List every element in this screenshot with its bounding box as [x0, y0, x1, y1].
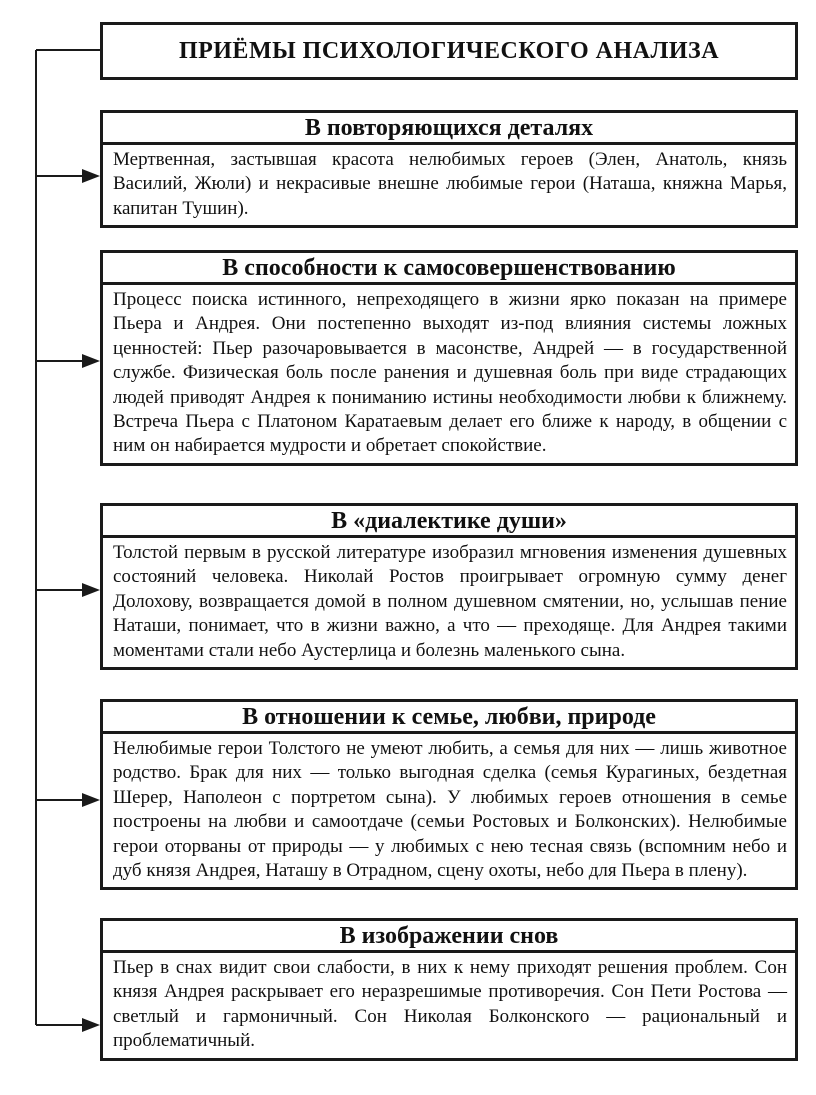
arrow-1	[36, 169, 100, 183]
section-text: Нелюбимые герои Толстого не умеют любить, а семья для них — лишь животное родство. Брак для них — только выгодная сделка (семья Курагиных, бездетная Шерер, Наполеон с портретом сына). У любимых героев отношения в семье построены на любви и самоотдаче (семьи Ростовых и Болконских). Нелюбимые герои оторваны от природы — у любимых с нею тесная связь (вспомним небо и дуб князя Андрея, Наташу в Отрадном, сцену охоты, небо для Пьера в плену).	[100, 731, 798, 890]
section-heading: В «диалектике души»	[100, 503, 798, 535]
section-text: Мертвенная, застывшая красота нелюбимых героев (Элен, Анатоль, князь Василий, Жюли) и некрасивые внешне любимые герои (Наташа, княжна Марья, капитан Тушин).	[100, 142, 798, 228]
section-heading: В повторяющихся деталях	[100, 110, 798, 142]
arrow-2	[36, 354, 100, 368]
section-self-improvement	[100, 250, 798, 466]
section-text: Пьер в снах видит свои слабости, в них к нему приходят решения проблем. Сон князя Андрея раскрывает его неразрешимые противоречия. Сон Пети Ростова — светлый и гармоничный. Сон Николая Болконского — рациональный и проблематичный.	[100, 950, 798, 1061]
arrow-4	[36, 793, 100, 807]
section-family-love-nature	[100, 699, 798, 890]
arrow-5	[36, 1018, 100, 1032]
section-heading: В отношении к семье, любви, природе	[100, 699, 798, 731]
title-box	[100, 22, 798, 80]
page-title: ПРИЁМЫ ПСИХОЛОГИЧЕСКОГО АНАЛИЗА	[178, 37, 720, 64]
section-heading: В способности к самосовершенствованию	[100, 250, 798, 282]
arrow-3	[36, 583, 100, 597]
section-dreams	[100, 918, 798, 1061]
section-text: Толстой первым в русской литературе изобразил мгновения изменения душевных состояний человека. Николай Ростов проигрывает огромную сумму денег Долохову, возвращается домой в полном душевном смятении, но, услышав пение Наташи, понимает, что в жизни важно, а что — преходяще. Для Андрея такими моментами стали небо Аустерлица и болезнь маленького сына.	[100, 535, 798, 670]
section-dialectics-of-soul	[100, 503, 798, 670]
section-repeating-details	[100, 110, 798, 228]
section-heading: В изображении снов	[100, 918, 798, 950]
section-text: Процесс поиска истинного, непреходящего в жизни ярко показан на примере Пьера и Андрея. Они постепенно выходят из-под влияния системы ложных ценностей: Пьер разочаровывается в масонстве, Андрей — в государственной службе. Физическая боль после ранения и душевная боль при виде страдающих людей приводят Андрея к пониманию истины необходимости любви к ближнему. Встреча Пьера с Платоном Каратаевым делает его ближе к народу, в общении с ним он набирается мудрости и обретает спокойствие.	[100, 282, 798, 466]
